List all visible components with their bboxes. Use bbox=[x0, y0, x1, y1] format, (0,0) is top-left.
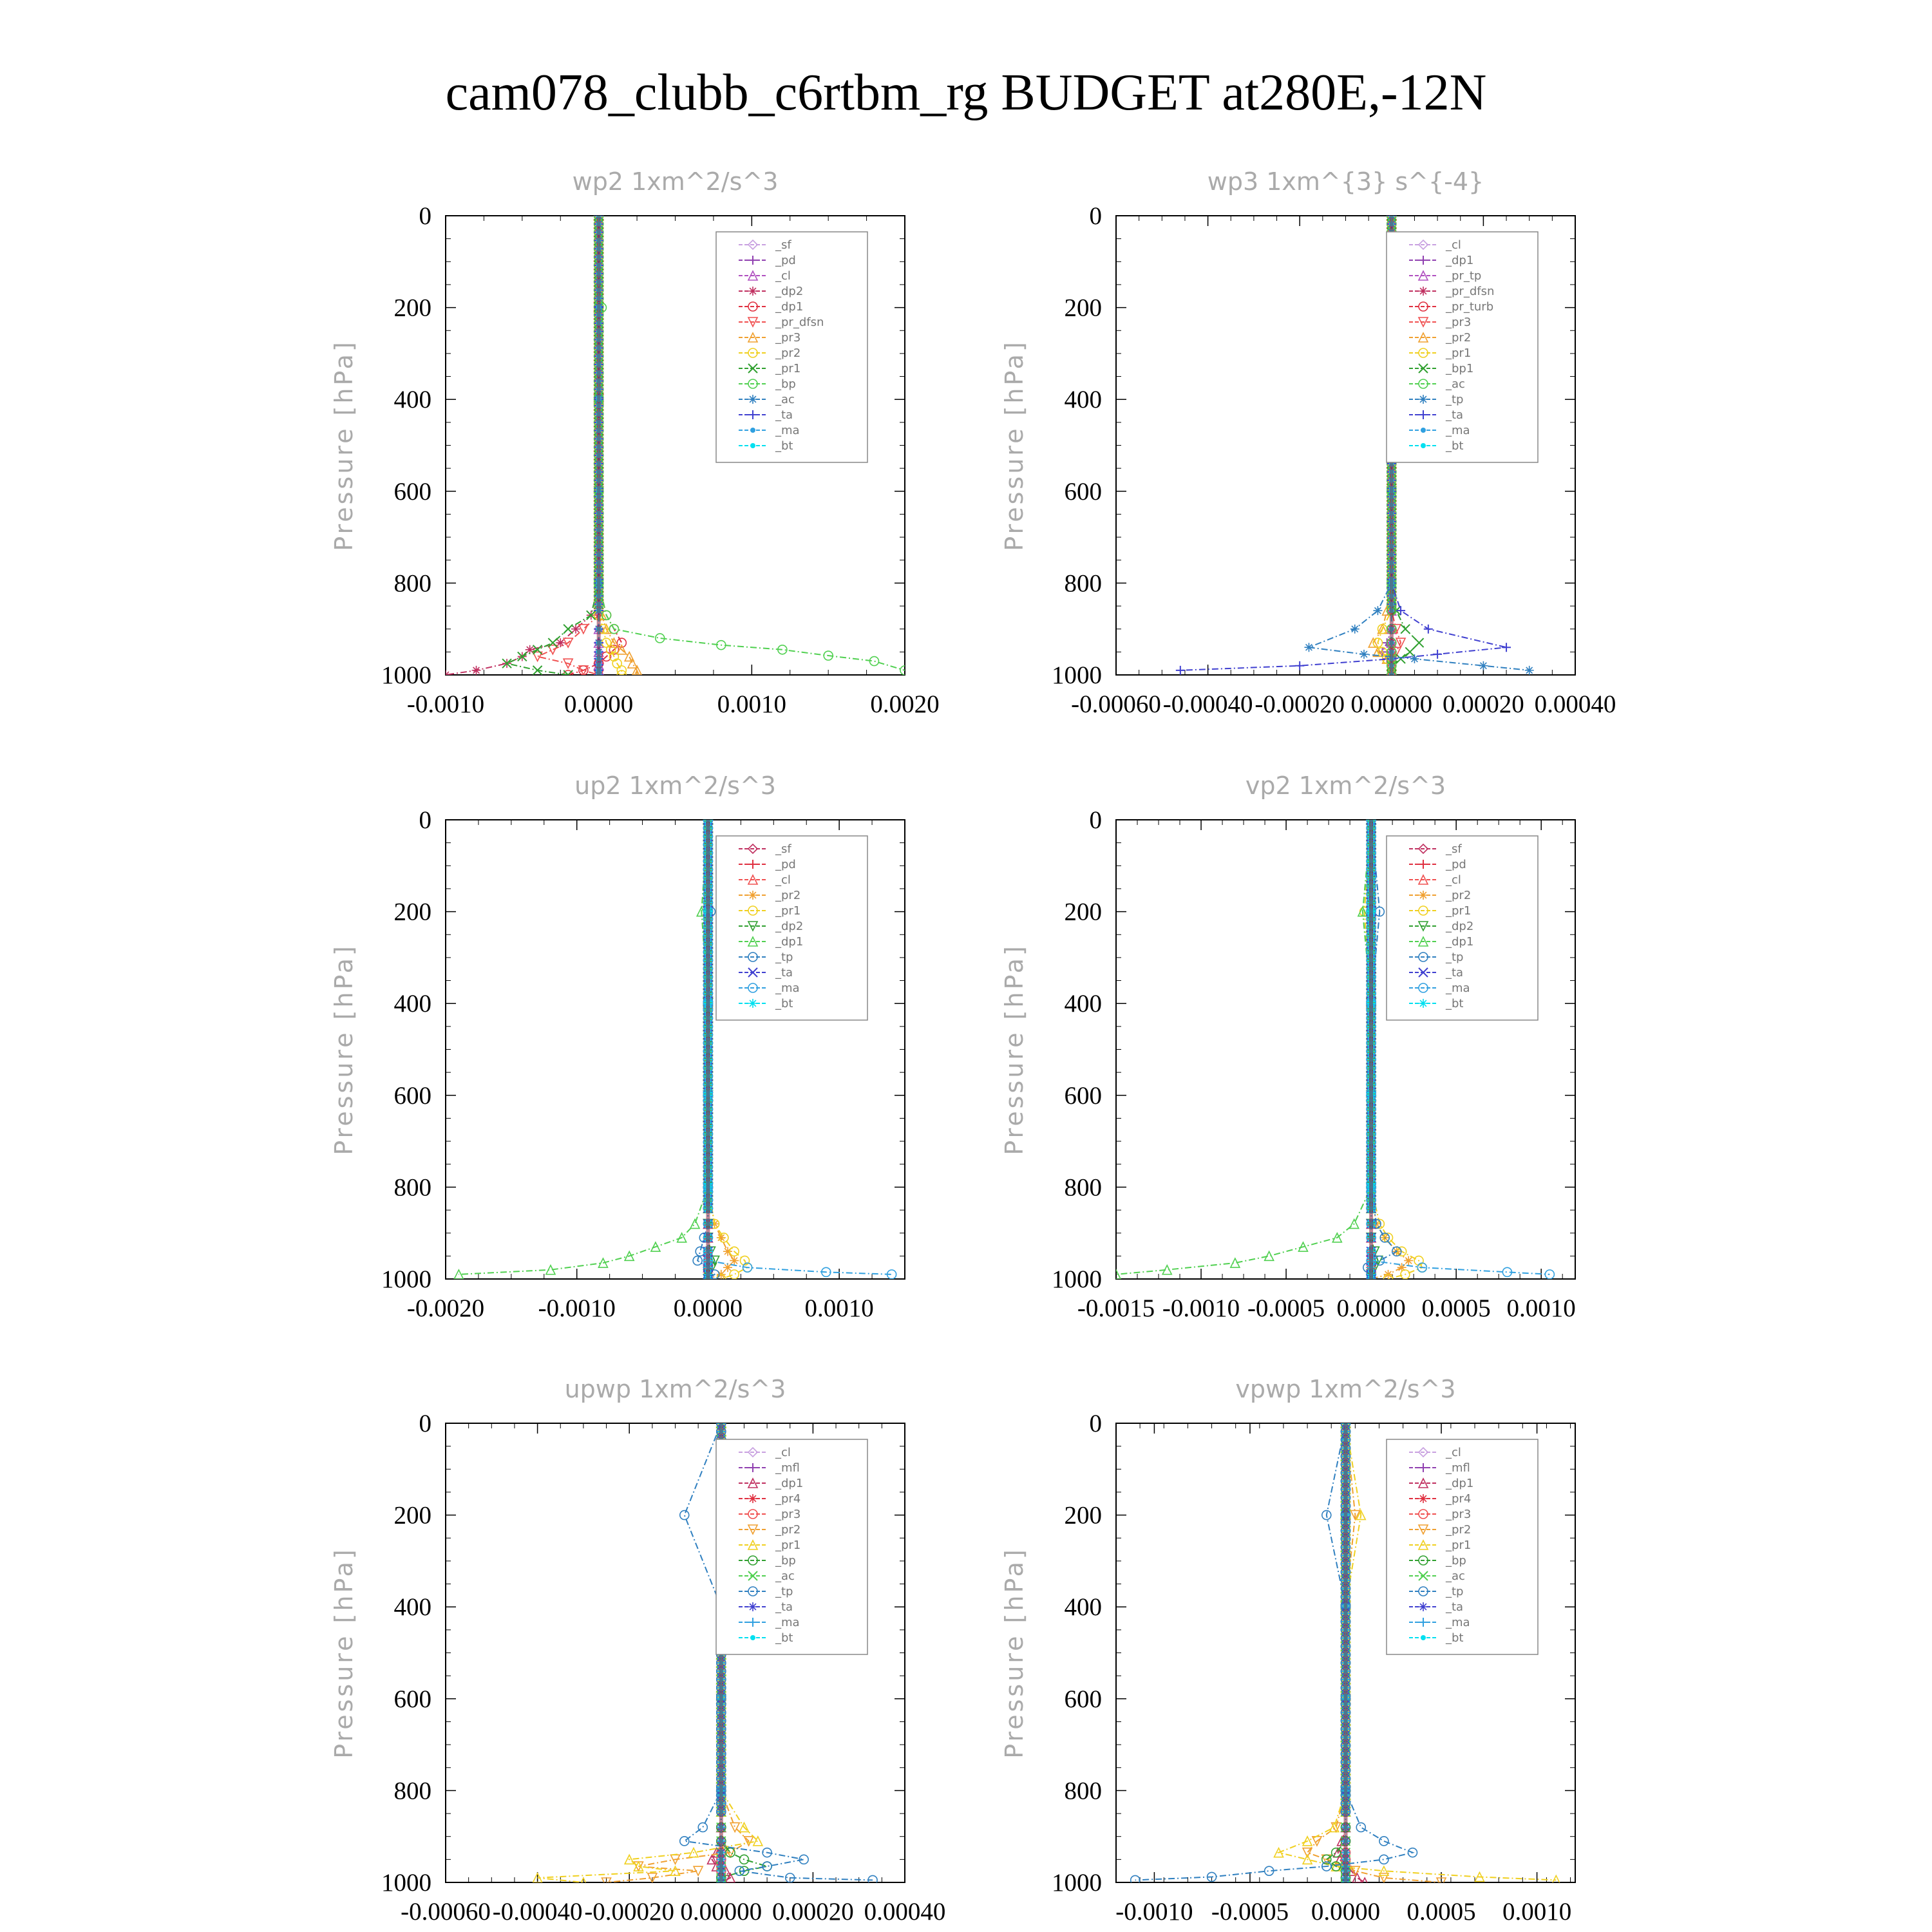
legend-label: _tp bbox=[1446, 393, 1464, 406]
data-point bbox=[1405, 647, 1414, 656]
x-tick-label: -0.0010 bbox=[1162, 1294, 1240, 1322]
legend-label: _pr1 bbox=[775, 362, 801, 375]
legend-label: _bt bbox=[775, 439, 793, 453]
legend-label: _pr2 bbox=[775, 1523, 801, 1537]
y-tick-label: 400 bbox=[1064, 990, 1102, 1018]
legend-label: _ac bbox=[1446, 377, 1465, 391]
legend-label: _sf bbox=[775, 238, 791, 252]
y-tick-label: 1000 bbox=[1052, 1869, 1102, 1897]
legend-label: _pr2 bbox=[775, 346, 801, 360]
x-tick-label: 0.00040 bbox=[864, 1898, 946, 1926]
y-tick-label: 200 bbox=[1064, 898, 1102, 926]
data-point bbox=[748, 891, 757, 900]
y-tick-label: 600 bbox=[1064, 1685, 1102, 1713]
data-point bbox=[1176, 666, 1185, 675]
data-point bbox=[748, 395, 757, 404]
y-tick-label: 600 bbox=[1064, 477, 1102, 506]
y-tick-label: 400 bbox=[393, 990, 431, 1018]
y-tick-label: 400 bbox=[393, 1593, 431, 1622]
x-tick-label: -0.0020 bbox=[406, 1294, 485, 1322]
y-tick-label: 800 bbox=[1064, 1173, 1102, 1202]
data-point bbox=[1433, 650, 1442, 659]
legend-label: _cl bbox=[775, 873, 791, 887]
legend-label: _tp bbox=[775, 1585, 793, 1598]
y-tick-label: 1000 bbox=[381, 1869, 431, 1897]
legend-label: _dp1 bbox=[775, 1477, 804, 1490]
chart-panel bbox=[1000, 167, 1616, 718]
x-tick-label: -0.0010 bbox=[538, 1294, 616, 1322]
panels bbox=[330, 167, 1616, 1926]
legend-label: _cl bbox=[775, 1446, 791, 1459]
legend-label: _pr_turb bbox=[1446, 300, 1494, 314]
data-point bbox=[1502, 643, 1511, 652]
legend-label: _ma bbox=[1446, 981, 1470, 995]
y-axis-label: Pressure [hPa] bbox=[1000, 943, 1028, 1155]
data-point bbox=[1352, 1873, 1361, 1882]
data-point bbox=[1419, 891, 1428, 900]
panel-title: wp3 1xm^{3} s^{-4} bbox=[1207, 167, 1484, 196]
data-point bbox=[1373, 606, 1382, 615]
data-point bbox=[1396, 606, 1405, 615]
series-line bbox=[538, 216, 599, 675]
x-tick-label: 0.00000 bbox=[1350, 690, 1433, 718]
data-point bbox=[1419, 395, 1428, 404]
x-tick-label: -0.0005 bbox=[1247, 1294, 1325, 1322]
data-point bbox=[1419, 999, 1428, 1008]
legend-label: _dp1 bbox=[1446, 254, 1474, 267]
series-line bbox=[1116, 820, 1371, 1274]
data-point bbox=[750, 1635, 755, 1640]
chart-panel bbox=[1000, 772, 1576, 1322]
legend-label: _ta bbox=[1446, 408, 1464, 422]
legend-label: _cl bbox=[1446, 873, 1461, 887]
data-point bbox=[1424, 625, 1433, 634]
chart-panel bbox=[1000, 1375, 1575, 1926]
y-tick-label: 0 bbox=[1089, 1410, 1102, 1437]
legend-label: _bt bbox=[1446, 997, 1464, 1010]
legend-label: _ac bbox=[775, 1569, 795, 1583]
y-axis-label: Pressure [hPa] bbox=[1000, 339, 1028, 551]
y-tick-label: 200 bbox=[393, 1501, 431, 1530]
legend-label: _pr3 bbox=[775, 1508, 801, 1521]
y-tick-label: 200 bbox=[1064, 1501, 1102, 1530]
series-line bbox=[446, 216, 599, 675]
y-tick-label: 800 bbox=[1064, 1777, 1102, 1805]
y-tick-label: 600 bbox=[393, 1081, 431, 1110]
x-tick-label: 0.0000 bbox=[673, 1294, 743, 1322]
y-tick-label: 800 bbox=[1064, 569, 1102, 598]
data-point bbox=[1359, 650, 1368, 659]
legend-label: _ma bbox=[1446, 424, 1470, 437]
data-point bbox=[1304, 643, 1313, 652]
legend-label: _ma bbox=[775, 424, 800, 437]
y-tick-label: 600 bbox=[393, 1685, 431, 1713]
panel-title: vpwp 1xm^2/s^3 bbox=[1235, 1375, 1456, 1403]
data-point bbox=[1295, 661, 1304, 670]
chart-panel bbox=[330, 1375, 945, 1926]
data-point bbox=[750, 443, 755, 448]
legend-label: _dp1 bbox=[1446, 935, 1474, 949]
legend-label: _pr2 bbox=[775, 889, 801, 902]
data-point bbox=[750, 428, 755, 433]
legend-label: _pr1 bbox=[1446, 904, 1472, 918]
y-tick-label: 1000 bbox=[1052, 1265, 1102, 1293]
x-tick-label: 0.0010 bbox=[804, 1294, 874, 1322]
y-axis-label: Pressure [hPa] bbox=[330, 339, 358, 551]
y-tick-label: 0 bbox=[419, 1410, 431, 1437]
legend-label: _ta bbox=[775, 966, 793, 980]
legend-label: _ac bbox=[775, 393, 795, 406]
x-tick-label: 0.0010 bbox=[1506, 1294, 1576, 1322]
legend-label: _cl bbox=[775, 269, 791, 283]
legend-label: _bp1 bbox=[1446, 362, 1474, 375]
legend-label: _sf bbox=[775, 842, 791, 856]
y-tick-label: 800 bbox=[393, 1777, 431, 1805]
legend-label: _bp bbox=[775, 377, 796, 391]
legend-label: _bt bbox=[1446, 439, 1464, 453]
data-point bbox=[1350, 625, 1359, 634]
data-point bbox=[441, 670, 450, 679]
x-tick-label: -0.00020 bbox=[1255, 690, 1345, 718]
data-point bbox=[680, 1511, 689, 1520]
y-axis-label: Pressure [hPa] bbox=[1000, 1547, 1028, 1759]
legend-label: _pr3 bbox=[1446, 316, 1472, 329]
legend-label: _dp2 bbox=[1446, 920, 1474, 933]
legend-label: _bt bbox=[775, 997, 793, 1010]
x-tick-label: 0.00020 bbox=[1443, 690, 1524, 718]
data-point bbox=[1479, 661, 1488, 670]
y-tick-label: 0 bbox=[419, 202, 431, 230]
x-tick-label: 0.0010 bbox=[717, 690, 786, 718]
y-tick-label: 0 bbox=[1089, 202, 1102, 230]
data-point bbox=[1419, 287, 1428, 296]
legend-label: _dp2 bbox=[775, 920, 804, 933]
legend-label: _bp bbox=[775, 1554, 796, 1567]
legend-label: _ma bbox=[775, 981, 800, 995]
x-tick-label: 0.0000 bbox=[1311, 1898, 1381, 1926]
legend-label: _tp bbox=[1446, 951, 1464, 964]
legend-label: _pr1 bbox=[775, 904, 801, 918]
data-point bbox=[690, 1219, 699, 1228]
panel-title: vp2 1xm^2/s^3 bbox=[1245, 772, 1446, 800]
series-line bbox=[507, 216, 599, 675]
legend-label: _dp1 bbox=[775, 935, 804, 949]
panel-title: upwp 1xm^2/s^3 bbox=[564, 1375, 786, 1403]
x-tick-label: -0.00040 bbox=[1162, 690, 1253, 718]
data-point bbox=[1401, 625, 1410, 634]
chart-panel bbox=[330, 167, 940, 718]
x-tick-label: 0.00000 bbox=[680, 1898, 762, 1926]
chart-panel bbox=[330, 772, 905, 1322]
data-point bbox=[1421, 443, 1426, 448]
data-point bbox=[730, 1270, 739, 1279]
legend-label: _dp1 bbox=[775, 300, 804, 314]
x-tick-label: 0.00020 bbox=[772, 1898, 854, 1926]
x-tick-label: -0.00060 bbox=[1071, 690, 1161, 718]
series-line bbox=[459, 820, 708, 1274]
y-tick-label: 200 bbox=[393, 294, 431, 322]
legend-label: _cl bbox=[1446, 238, 1461, 252]
x-tick-label: 0.0005 bbox=[1421, 1294, 1491, 1322]
panel-title: up2 1xm^2/s^3 bbox=[574, 772, 776, 800]
data-point bbox=[748, 1602, 757, 1611]
legend-label: _pr1 bbox=[775, 1539, 801, 1552]
x-tick-label: -0.0010 bbox=[1115, 1898, 1193, 1926]
legend-label: _mfl bbox=[775, 1461, 800, 1475]
legend-label: _pr_tp bbox=[1446, 269, 1482, 283]
data-point bbox=[472, 666, 481, 675]
x-tick-label: -0.00060 bbox=[401, 1898, 491, 1926]
y-tick-label: 400 bbox=[393, 386, 431, 414]
x-tick-label: 0.0000 bbox=[564, 690, 634, 718]
legend-label: _pr3 bbox=[775, 331, 801, 345]
legend-label: _tp bbox=[775, 951, 793, 964]
y-tick-label: 600 bbox=[393, 477, 431, 506]
x-tick-label: -0.0010 bbox=[406, 690, 485, 718]
legend-label: _pr4 bbox=[775, 1492, 801, 1506]
legend-label: _bt bbox=[775, 1631, 793, 1645]
y-tick-label: 400 bbox=[1064, 386, 1102, 414]
legend-label: _pd bbox=[775, 254, 796, 267]
legend-label: _pd bbox=[1446, 858, 1466, 871]
y-tick-label: 800 bbox=[393, 569, 431, 598]
data-point bbox=[1421, 428, 1426, 433]
legend-label: _ma bbox=[775, 1616, 800, 1629]
x-tick-label: -0.00040 bbox=[492, 1898, 583, 1926]
legend-label: _pr1 bbox=[1446, 346, 1472, 360]
data-point bbox=[1415, 638, 1424, 647]
legend-label: _ta bbox=[775, 1600, 793, 1614]
y-tick-label: 800 bbox=[393, 1173, 431, 1202]
y-tick-label: 400 bbox=[1064, 1593, 1102, 1622]
x-tick-label: 0.00040 bbox=[1534, 690, 1616, 718]
y-tick-label: 200 bbox=[393, 898, 431, 926]
data-point bbox=[748, 287, 757, 296]
data-point bbox=[1525, 666, 1534, 675]
y-tick-label: 200 bbox=[1064, 294, 1102, 322]
x-tick-label: -0.0015 bbox=[1077, 1294, 1155, 1322]
data-point bbox=[628, 659, 637, 668]
x-tick-label: -0.0005 bbox=[1211, 1898, 1289, 1926]
y-tick-label: 1000 bbox=[1052, 661, 1102, 689]
y-tick-label: 1000 bbox=[381, 1265, 431, 1293]
y-axis-label: Pressure [hPa] bbox=[330, 1547, 358, 1759]
x-tick-label: 0.0010 bbox=[1502, 1898, 1572, 1926]
data-point bbox=[680, 1837, 689, 1846]
y-tick-label: 0 bbox=[1089, 806, 1102, 834]
legend-label: _pr2 bbox=[1446, 889, 1472, 902]
figure-title: cam078_clubb_c6rtbm_rg BUDGET at280E,-12N bbox=[445, 64, 1487, 121]
y-tick-label: 0 bbox=[419, 806, 431, 834]
x-tick-label: 0.0020 bbox=[870, 690, 940, 718]
y-tick-label: 600 bbox=[1064, 1081, 1102, 1110]
legend-label: _pr_dfsn bbox=[1446, 285, 1495, 298]
x-tick-label: 0.0000 bbox=[1336, 1294, 1406, 1322]
legend-label: _pr2 bbox=[1446, 331, 1472, 345]
legend-label: _ta bbox=[775, 408, 793, 422]
data-point bbox=[698, 1823, 707, 1832]
legend-label: _pr_dfsn bbox=[775, 316, 824, 329]
x-tick-label: 0.0005 bbox=[1406, 1898, 1476, 1926]
legend-label: _dp2 bbox=[775, 285, 804, 298]
y-axis-label: Pressure [hPa] bbox=[330, 943, 358, 1155]
x-tick-label: -0.00020 bbox=[584, 1898, 675, 1926]
panel-title: wp2 1xm^2/s^3 bbox=[572, 167, 779, 196]
legend-label: _sf bbox=[1446, 842, 1462, 856]
legend-label: _pd bbox=[775, 858, 796, 871]
data-point bbox=[748, 1494, 757, 1503]
y-tick-label: 1000 bbox=[381, 661, 431, 689]
legend-label: _ta bbox=[1446, 966, 1464, 980]
data-point bbox=[748, 999, 757, 1008]
